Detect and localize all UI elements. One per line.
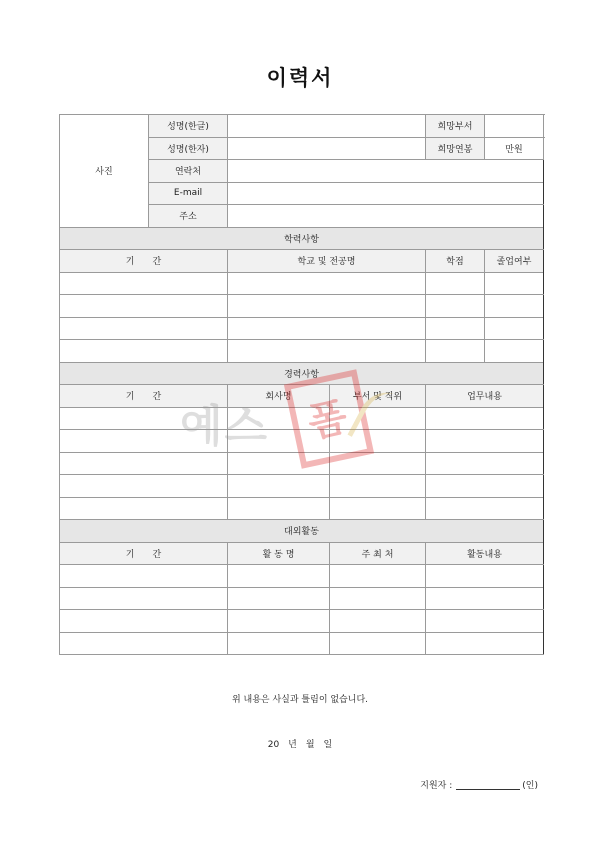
signature-line[interactable] (456, 780, 520, 790)
education-row (60, 272, 544, 295)
career-position-cell[interactable] (330, 407, 426, 430)
activities-row (60, 610, 544, 633)
activities-period-cell[interactable] (60, 610, 228, 633)
career-row (60, 407, 544, 430)
education-col-gpa: 학점 (426, 250, 485, 273)
career-position-cell[interactable] (330, 452, 426, 475)
activities-row (60, 587, 544, 610)
desired-dept-field[interactable] (485, 115, 544, 138)
career-company-cell[interactable] (228, 452, 330, 475)
career-period-cell[interactable] (60, 475, 228, 498)
activities-col-name: 활 동 명 (228, 542, 330, 565)
career-position-cell[interactable] (330, 430, 426, 453)
activities-period-cell[interactable] (60, 587, 228, 610)
activities-organizer-cell[interactable] (330, 587, 426, 610)
education-period-cell[interactable] (60, 317, 228, 340)
education-school-cell[interactable] (228, 272, 426, 295)
activities-period-cell[interactable] (60, 565, 228, 588)
contact-label: 연락처 (149, 160, 228, 183)
activities-col-period: 기 간 (60, 542, 228, 565)
activities-name-cell[interactable] (228, 610, 330, 633)
education-gpa-cell[interactable] (426, 317, 485, 340)
activities-name-cell[interactable] (228, 587, 330, 610)
name-korean-field[interactable] (228, 115, 426, 138)
date-line: 20 년 월 일 (267, 740, 333, 750)
activities-details-cell[interactable] (426, 587, 544, 610)
activities-section-header: 대외활동 (60, 520, 544, 543)
document-title: 이력서 (266, 66, 334, 90)
activities-details-cell[interactable] (426, 565, 544, 588)
activities-organizer-cell[interactable] (330, 632, 426, 655)
address-field[interactable] (228, 205, 544, 228)
education-gpa-cell[interactable] (426, 272, 485, 295)
education-gpa-cell[interactable] (426, 340, 485, 363)
activities-details-cell[interactable] (426, 632, 544, 655)
education-period-cell[interactable] (60, 272, 228, 295)
desired-salary-label: 희망연봉 (426, 137, 485, 160)
education-gpa-cell[interactable] (426, 295, 485, 318)
photo-box[interactable]: 사진 (60, 115, 149, 228)
education-col-graduation: 졸업여부 (485, 250, 544, 273)
education-graduation-cell[interactable] (485, 340, 544, 363)
activities-details-cell[interactable] (426, 610, 544, 633)
career-company-cell[interactable] (228, 430, 330, 453)
activities-period-cell[interactable] (60, 632, 228, 655)
seal-mark: (인) (522, 781, 538, 791)
education-col-period: 기 간 (60, 250, 228, 273)
activities-col-organizer: 주 최 처 (330, 542, 426, 565)
career-company-cell[interactable] (228, 475, 330, 498)
activities-col-details: 활동내용 (426, 542, 544, 565)
career-row (60, 452, 544, 475)
career-section-header: 경력사항 (60, 362, 544, 385)
activities-row (60, 632, 544, 655)
education-period-cell[interactable] (60, 340, 228, 363)
career-row (60, 430, 544, 453)
education-school-cell[interactable] (228, 340, 426, 363)
name-hanja-label: 성명(한자) (149, 137, 228, 160)
career-col-period: 기 간 (60, 385, 228, 408)
career-position-cell[interactable] (330, 497, 426, 520)
career-company-cell[interactable] (228, 497, 330, 520)
career-col-duties: 업무내용 (426, 385, 544, 408)
career-company-cell[interactable] (228, 407, 330, 430)
education-row (60, 295, 544, 318)
career-period-cell[interactable] (60, 430, 228, 453)
email-label: E-mail (149, 182, 228, 205)
career-duties-cell[interactable] (426, 407, 544, 430)
declaration-text: 위 내용은 사실과 틀림이 없습니다. (231, 695, 369, 705)
desired-dept-label: 희망부서 (426, 115, 485, 138)
name-korean-label: 성명(한글) (149, 115, 228, 138)
applicant-label: 지원자 : (420, 781, 453, 791)
career-duties-cell[interactable] (426, 497, 544, 520)
career-col-company: 회사명 (228, 385, 330, 408)
education-period-cell[interactable] (60, 295, 228, 318)
email-field[interactable] (228, 182, 544, 205)
career-row (60, 497, 544, 520)
watermark-text: 예스 (180, 401, 270, 452)
activities-name-cell[interactable] (228, 632, 330, 655)
resume-form (59, 114, 544, 655)
career-period-cell[interactable] (60, 452, 228, 475)
education-col-school: 학교 및 전공명 (228, 250, 426, 273)
career-period-cell[interactable] (60, 497, 228, 520)
career-col-position: 부서 및 직위 (330, 385, 426, 408)
activities-organizer-cell[interactable] (330, 565, 426, 588)
education-row (60, 340, 544, 363)
career-period-cell[interactable] (60, 407, 228, 430)
education-section-header: 학력사항 (60, 227, 544, 250)
education-school-cell[interactable] (228, 317, 426, 340)
desired-salary-field[interactable]: 만원 (485, 137, 544, 160)
education-graduation-cell[interactable] (485, 272, 544, 295)
activities-name-cell[interactable] (228, 565, 330, 588)
watermark-stamp: 폼 (284, 369, 374, 469)
contact-field[interactable] (228, 160, 544, 183)
career-duties-cell[interactable] (426, 475, 544, 498)
career-duties-cell[interactable] (426, 452, 544, 475)
applicant-signature (420, 778, 538, 791)
name-hanja-field[interactable] (228, 137, 426, 160)
activities-organizer-cell[interactable] (330, 610, 426, 633)
education-row (60, 317, 544, 340)
education-school-cell[interactable] (228, 295, 426, 318)
education-graduation-cell[interactable] (485, 317, 544, 340)
address-label: 주소 (149, 205, 228, 228)
education-graduation-cell[interactable] (485, 295, 544, 318)
career-duties-cell[interactable] (426, 430, 544, 453)
activities-row (60, 565, 544, 588)
career-position-cell[interactable] (330, 475, 426, 498)
career-row (60, 475, 544, 498)
